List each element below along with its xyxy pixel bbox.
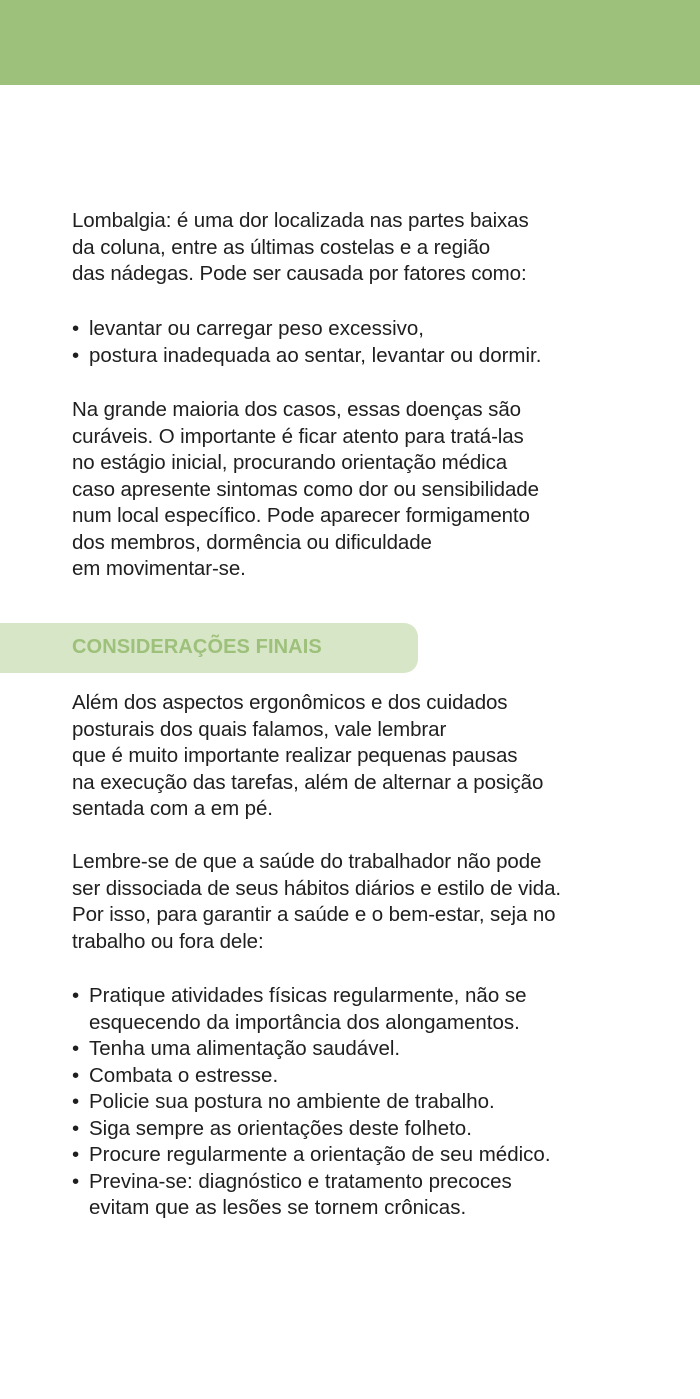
paragraph-line: Lembre-se de que a saúde do trabalhador não pode xyxy=(72,850,542,873)
list-item xyxy=(72,1142,682,1169)
list-item-text-continued: evitam que as lesões se tornem crônicas. xyxy=(89,1196,467,1219)
bullet-icon: • xyxy=(72,1143,80,1166)
bullet-icon: • xyxy=(72,1116,80,1140)
list-item-text-continued: esquecendo da importância dos alongamentos. xyxy=(89,1010,520,1034)
bullet-icon: • xyxy=(72,1169,80,1193)
list-item xyxy=(72,316,682,343)
paragraph-line: sentada com a em pé. xyxy=(72,797,273,820)
bullet-icon: • xyxy=(72,343,80,367)
causes-list xyxy=(72,316,682,369)
paragraph-line: Lombalgia: é uma dor localizada nas partes baixas xyxy=(72,209,529,232)
section-heading-banner xyxy=(0,623,418,673)
list-item xyxy=(72,1036,682,1063)
bullet-icon: • xyxy=(72,1090,80,1113)
paragraph-line: num local específico. Pode aparecer formigamento xyxy=(72,504,530,527)
bullet-icon: • xyxy=(72,1037,80,1060)
paragraph-line: dos membros, dormência ou dificuldade xyxy=(72,530,432,554)
list-item-text: Policie sua postura no ambiente de trabalho. xyxy=(89,1090,495,1113)
tips-list xyxy=(72,983,682,1222)
paragraph-line: da coluna, entre as últimas costelas e a região xyxy=(72,235,491,259)
list-item-text: Previna-se: diagnóstico e tratamento precoces xyxy=(89,1169,512,1193)
health-habits-paragraph xyxy=(72,849,672,955)
paragraph-line: trabalho ou fora dele: xyxy=(72,929,264,953)
list-item xyxy=(72,1116,682,1143)
lombalgia-paragraph xyxy=(72,208,672,288)
paragraph-line: em movimentar-se. xyxy=(72,557,246,580)
paragraph-line: Além dos aspectos ergonômicos e dos cuidados xyxy=(72,691,508,714)
section-title: CONSIDERAÇÕES FINAIS xyxy=(72,636,322,658)
list-item xyxy=(72,1063,682,1090)
bullet-icon: • xyxy=(72,984,80,1007)
paragraph-line: ser dissociada de seus hábitos diários e estilo de vida. xyxy=(72,876,561,900)
bullet-icon: • xyxy=(72,317,80,340)
paragraph-line: que é muito importante realizar pequenas pausas xyxy=(72,744,518,767)
paragraph-line: Na grande maioria dos casos, essas doenças são xyxy=(72,398,521,421)
list-item xyxy=(72,1169,682,1222)
list-item xyxy=(72,343,682,370)
paragraph-line: na execução das tarefas, além de alternar a posição xyxy=(72,770,544,794)
ergonomics-paragraph xyxy=(72,690,672,823)
list-item-text: Pratique atividades físicas regularmente, não se xyxy=(89,984,527,1007)
treatment-paragraph xyxy=(72,397,672,583)
list-item-text: postura inadequada ao sentar, levantar ou dormir. xyxy=(89,343,542,367)
list-item-text: Siga sempre as orientações deste folheto. xyxy=(89,1116,472,1140)
header-color-band xyxy=(0,0,700,85)
paragraph-line: Por isso, para garantir a saúde e o bem-estar, seja no xyxy=(72,903,556,926)
list-item-text: Procure regularmente a orientação de seu médico. xyxy=(89,1143,551,1166)
paragraph-line: das nádegas. Pode ser causada por fatores como: xyxy=(72,262,527,285)
paragraph-line: posturais dos quais falamos, vale lembrar xyxy=(72,717,447,741)
paragraph-line: curáveis. O importante é ficar atento para tratá-las xyxy=(72,424,524,448)
list-item xyxy=(72,983,682,1036)
list-item-text: Combata o estresse. xyxy=(89,1063,279,1087)
list-item-text: levantar ou carregar peso excessivo, xyxy=(89,317,425,340)
paragraph-line: no estágio inicial, procurando orientação médica xyxy=(72,451,508,474)
list-item-text: Tenha uma alimentação saudável. xyxy=(89,1037,401,1060)
paragraph-line: caso apresente sintomas como dor ou sensibilidade xyxy=(72,477,539,501)
bullet-icon: • xyxy=(72,1063,80,1087)
list-item xyxy=(72,1089,682,1116)
